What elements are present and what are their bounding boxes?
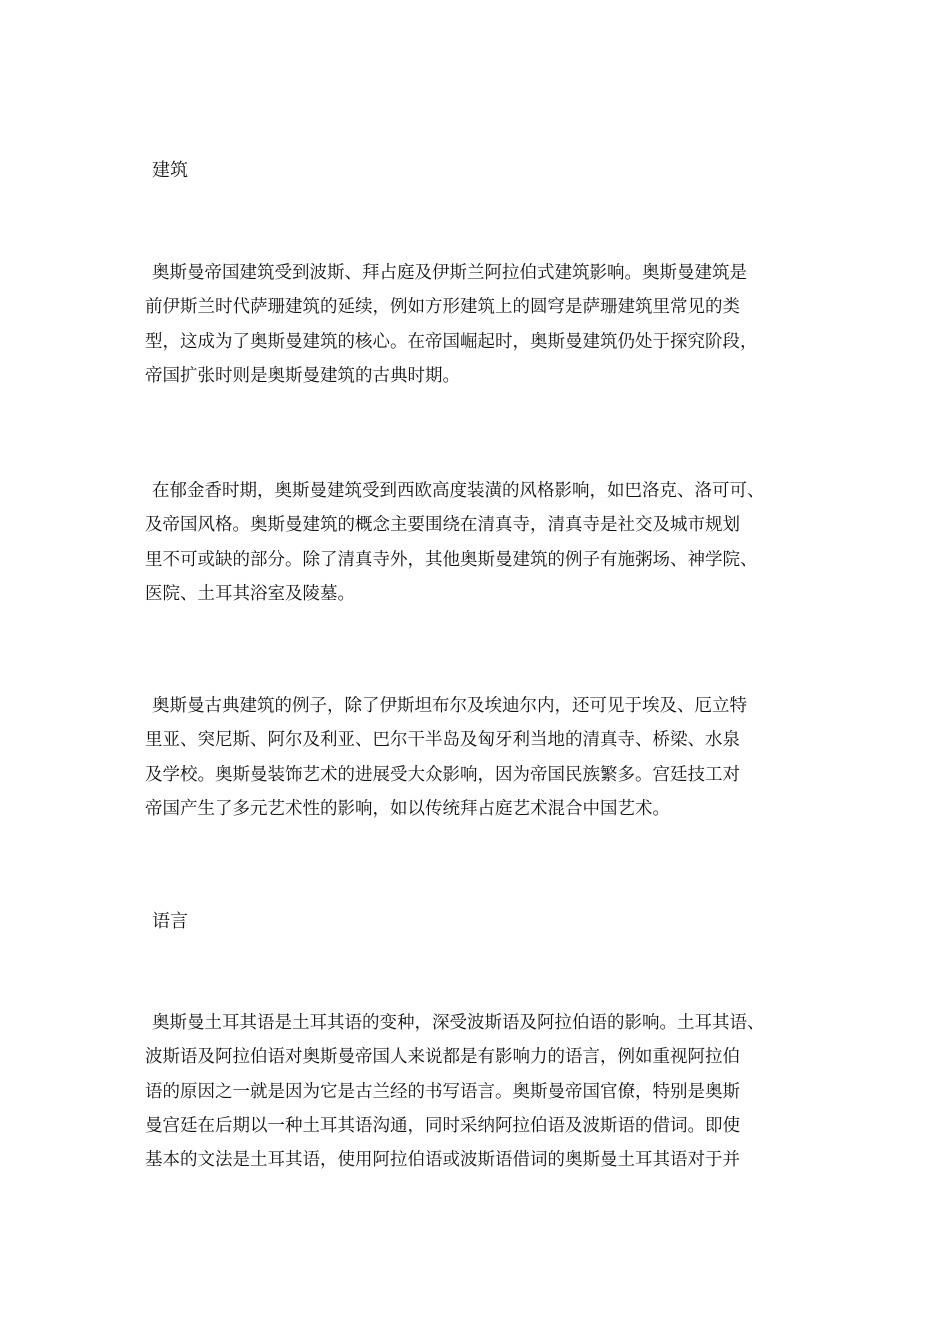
paragraph-classical-examples [145,695,815,832]
text-line: 里不可或缺的部分。除了清真寺外，其他奥斯曼建筑的例子有施粥场、神学院、 [145,549,758,570]
paragraph-ottoman-turkish [145,1012,815,1183]
section-heading-architecture: 建筑 [152,160,188,181]
text-line: 前伊斯兰时代萨珊建筑的延续，例如方形建筑上的圆穹是萨珊建筑里常见的类 [145,297,740,318]
text-line: 奥斯曼帝国建筑受到波斯、拜占庭及伊斯兰阿拉伯式建筑影响。奥斯曼建筑是 [152,263,747,283]
section-heading-language: 语言 [152,911,188,932]
text-line: 里亚、突尼斯、阿尔及利亚、巴尔干半岛及匈牙利当地的清真寺、桥梁、水泉 [145,730,740,751]
paragraph-tulip-period [145,480,815,617]
text-line: 基本的文法是土耳其语，使用阿拉伯语或波斯语借词的奥斯曼土耳其语对于并 [145,1150,740,1171]
text-line: 及学校。奥斯曼装饰艺术的进展受大众影响，因为帝国民族繁多。宫廷技工对 [145,764,740,785]
text-line: 及帝国风格。奥斯曼建筑的概念主要围绕在清真寺，清真寺是社交及城市规划 [145,515,740,536]
text-line: 曼宫廷在后期以一种土耳其语沟通，同时采纳阿拉伯语及波斯语的借词。即使 [145,1115,740,1136]
text-line: 语的原因之一就是因为它是古兰经的书写语言。奥斯曼帝国官僚，特别是奥斯 [145,1081,740,1102]
paragraph-architecture-influences [145,262,815,399]
text-line: 型，这成为了奥斯曼建筑的核心。在帝国崛起时，奥斯曼建筑仍处于探究阶段， [145,331,758,352]
text-line: 医院、土耳其浴室及陵墓。 [145,583,355,604]
text-line: 波斯语及阿拉伯语对奥斯曼帝国人来说都是有影响力的语言，例如重视阿拉伯 [145,1047,740,1068]
text-line: 在郁金香时期，奥斯曼建筑受到西欧高度装潢的风格影响，如巴洛克、洛可可、 [152,481,765,501]
text-line: 帝国产生了多元艺术性的影响，如以传统拜占庭艺术混合中国艺术。 [145,798,670,819]
text-line: 帝国扩张时则是奥斯曼建筑的古典时期。 [145,365,460,386]
text-line: 奥斯曼土耳其语是土耳其语的变种，深受波斯语及阿拉伯语的影响。土耳其语、 [152,1013,765,1033]
text-line: 奥斯曼古典建筑的例子，除了伊斯坦布尔及埃迪尔内，还可见于埃及、厄立特 [152,696,747,716]
